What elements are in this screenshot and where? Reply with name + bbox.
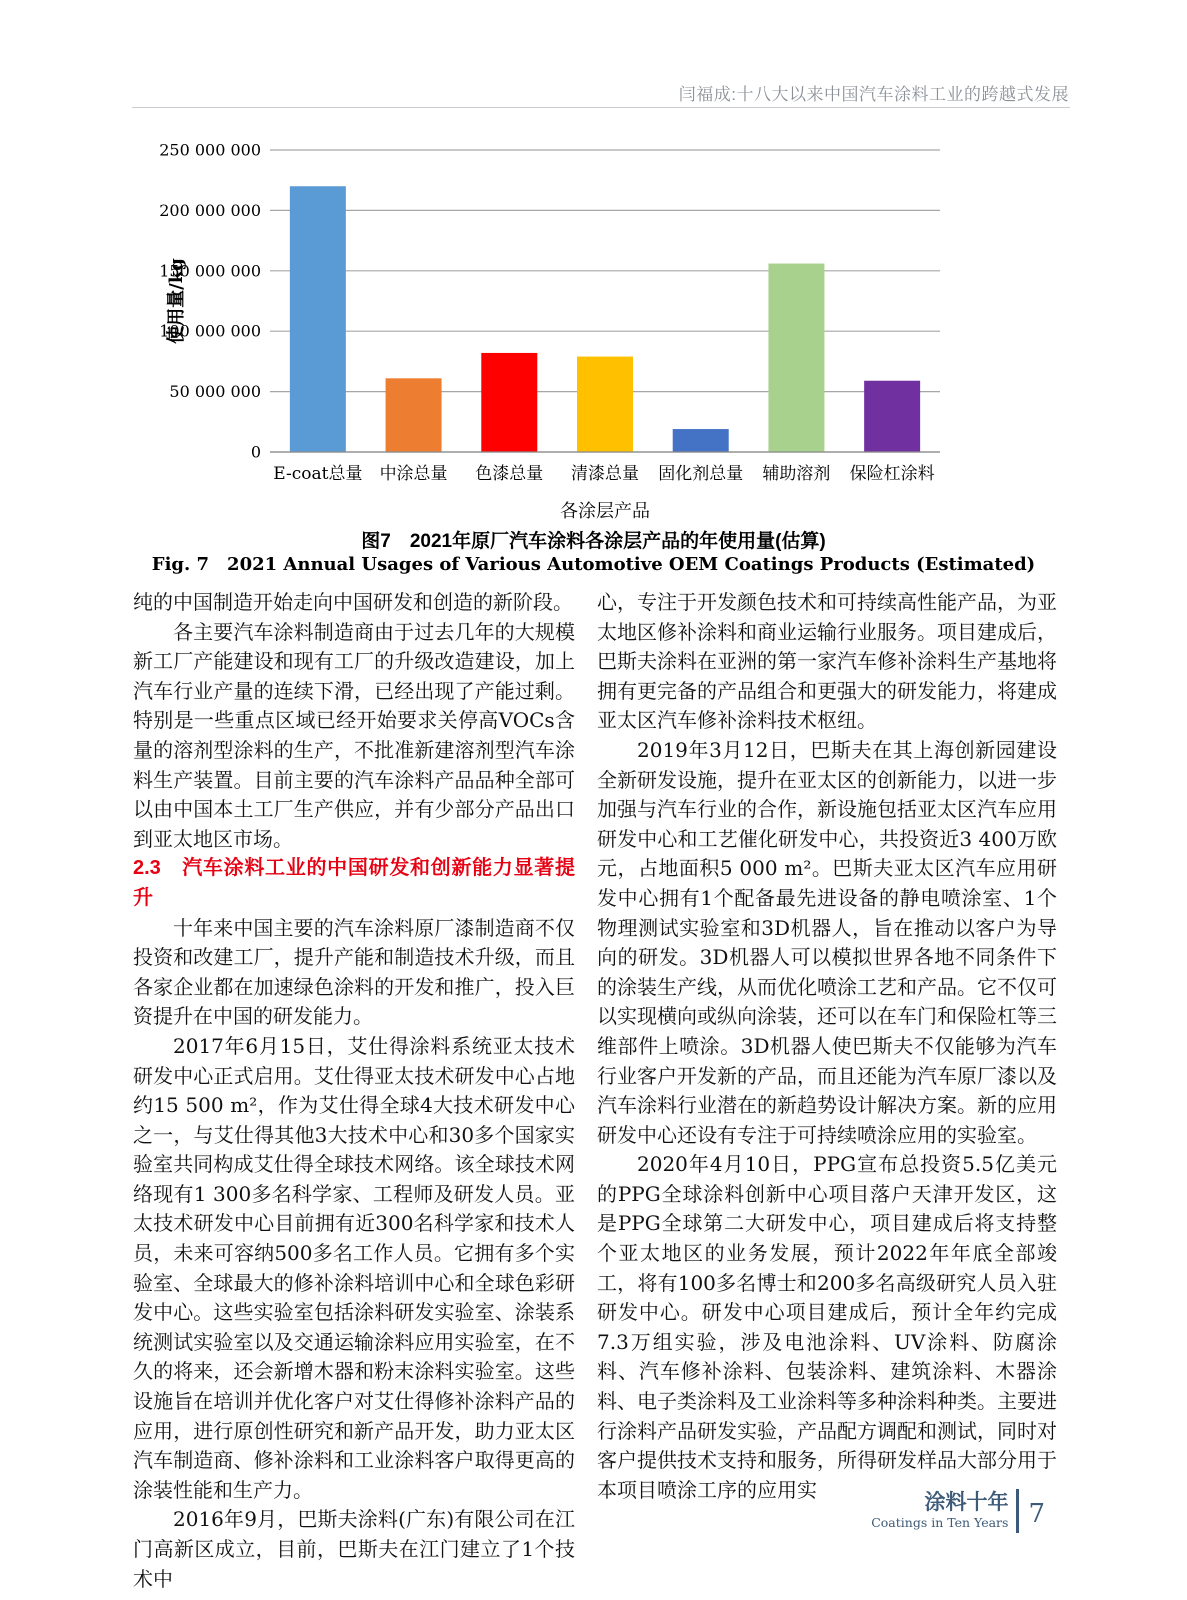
paragraph: 各主要汽车涂料制造商由于过去几年的大规模新工厂产能建设和现有工厂的升级改造建设，加上汽车行业产量的连续下滑，已经出现了产能过剩。特别是一些重点区域已经开始要求关停高VOCs含量的溶剂型涂料的生产，不批准新建溶剂型汽车涂料生产装置。目前主要的汽车涂料产品品种全部可以由中国本土工厂生产供应，并有少部分产品出口到亚太地区市场。 — [133, 619, 575, 851]
header-rule — [132, 107, 1070, 108]
y-tick-label: 150 000 000 — [159, 261, 261, 281]
paragraph: 2016年9月，巴斯夫涂料(广东)有限公司在江门高新区成立，目前，巴斯夫在江门建立了1个技术中 — [133, 1507, 575, 1591]
x-category-label: 中涂总量 — [379, 464, 448, 484]
x-category-label: 色漆总量 — [475, 464, 544, 484]
x-category-label: 辅助溶剂 — [762, 464, 831, 484]
bar-固化剂总量 — [673, 429, 729, 452]
figure-caption-zh: 图7 2021年原厂汽车涂料各涂层产品的年使用量(估算) — [361, 531, 826, 552]
page-number: 7 — [1028, 1499, 1045, 1529]
paragraph: 心，专注于开发颜色技术和可持续高性能产品，为亚太地区修补涂料和商业运输行业服务。项目建成后，巴斯夫涂料在亚洲的第一家汽车修补涂料生产基地将拥有更完备的产品组合和更强大的研发能力，将建成亚太区汽车修补涂料技术枢纽。 — [597, 590, 1057, 733]
y-tick-label: 250 000 000 — [159, 140, 261, 160]
journal-name-zh: 涂料十年 — [924, 1491, 1009, 1514]
x-category-label: 清漆总量 — [571, 464, 639, 484]
paragraph: 2020年4月10日，PPG宣布总投资5.5亿美元的PPG全球涂料创新中心项目落户天津开发区，这是PPG全球第二大研发中心，项目建成后将支持整个亚太地区的业务发展，预计2022年年底全部竣工，将有100多名博士和200多名高级研究人员入驻研发中心。研发中心项目建成后，预计全年约完成7.3万组实验，涉及电池涂料、UV涂料、防腐涂料、汽车修补涂料、包装涂料、建筑涂料、木器涂料、电子类涂料及工业涂料等多种涂料种类。主要进行涂料产品研发实验，产品配方调配和测试，同时对客户提供技术支持和服务，所得研发样品大部分用于本项目喷涂工序的应用实 — [597, 1152, 1057, 1502]
x-axis-title: 各涂层产品 — [560, 501, 650, 522]
journal-name-en: Coatings in Ten Years — [871, 1515, 1009, 1530]
bar-E-coat总量 — [290, 186, 346, 452]
paragraph: 2017年6月15日，艾仕得涂料系统亚太技术研发中心正式启用。艾仕得亚太技术研发中心占地约15 500 m²，作为艾仕得全球4大技术研发中心之一，与艾仕得其他3大技术中心和30多个国家实验室共同构成艾仕得全球技术网络。该全球技术网络现有1 300多名科学家、工程师及研发人员。亚太技术研发中心目前拥有近300名科学家和技术人员，未来可容纳500多名工作人员。它拥有多个实验室、全球最大的修补涂料培训中心和全球色彩研发中心。这些实验室包括涂料研发实验室、涂装系统测试实验室以及交通运输涂料应用实验室，在不久的将来，还会新增木器和粉末涂料实验室。这些设施旨在培训并优化客户对艾仕得修补涂料产品的应用，进行原创性研究和新产品开发，助力亚太区汽车制造商、修补涂料和工业涂料客户取得更高的涂装性能和生产力。 — [133, 1033, 575, 1502]
figure7-bar-chart — [150, 135, 1010, 497]
bar-色漆总量 — [481, 353, 537, 452]
paragraph: 十年来中国主要的汽车涂料原厂漆制造商不仅投资和改建工厂，提升产能和制造技术升级，而且各家企业都在加速绿色涂料的开发和推广，投入巨资提升在中国的研发能力。 — [133, 915, 575, 1029]
x-category-label: 固化剂总量 — [658, 464, 744, 484]
y-axis-title: 使用量/kg — [166, 258, 187, 344]
paragraph: 纯的中国制造开始走向中国研发和创造的新阶段。 — [133, 590, 573, 614]
bar-保险杠涂料 — [864, 381, 920, 452]
y-tick-label: 200 000 000 — [159, 200, 261, 220]
x-category-label: 保险杠涂料 — [849, 464, 935, 484]
page-footer — [871, 1489, 1045, 1533]
bar-清漆总量 — [577, 357, 633, 452]
bar-中涂总量 — [386, 378, 442, 452]
bar-辅助溶剂 — [768, 264, 824, 452]
paragraph: 2019年3月12日，巴斯夫在其上海创新园建设全新研发设施，提升在亚太区的创新能力，以进一步加强与汽车行业的合作，新设施包括亚太区汽车应用研发中心和工艺催化研发中心，共投资近3 400万欧元，占地面积5 000 m²。巴斯夫亚太区汽车应用研发中心拥有1个配备最先进设备的静电喷涂室、1个物理测试实验室和3D机器人，旨在推动以客户为导向的研发。3D机器人可以模拟世界各地不同条件下的涂装生产线，从而优化喷涂工艺和产品。它不仅可以实现横向或纵向涂装，还可以在车门和保险杠等三维部件上喷涂。3D机器人使巴斯夫不仅能够为汽车行业客户开发新的产品，而且还能为汽车原厂漆以及汽车涂料行业潜在的新趋势设计解决方案。新的应用研发中心还设有专注于可持续喷涂应用的实验室。 — [597, 737, 1057, 1147]
y-tick-label: 50 000 000 — [169, 382, 261, 402]
text-column-right — [597, 588, 1057, 1505]
y-tick-label: 100 000 000 — [159, 321, 261, 341]
journal-name-block — [871, 1491, 1008, 1531]
x-category-label: E-coat总量 — [273, 464, 363, 484]
running-head: 闫福成:十八大以来中国汽车涂料工业的跨越式发展 — [678, 85, 1069, 104]
text-column-left — [133, 588, 575, 1594]
section-heading-2-3: 2.3 汽车涂料工业的中国研发和创新能力显著提升 — [133, 857, 575, 909]
figure-caption-en: Fig. 7 2021 Annual Usages of Various Automotive OEM Coatings Products (Estimated) — [151, 554, 1036, 575]
y-tick-label: 0 — [250, 442, 261, 462]
